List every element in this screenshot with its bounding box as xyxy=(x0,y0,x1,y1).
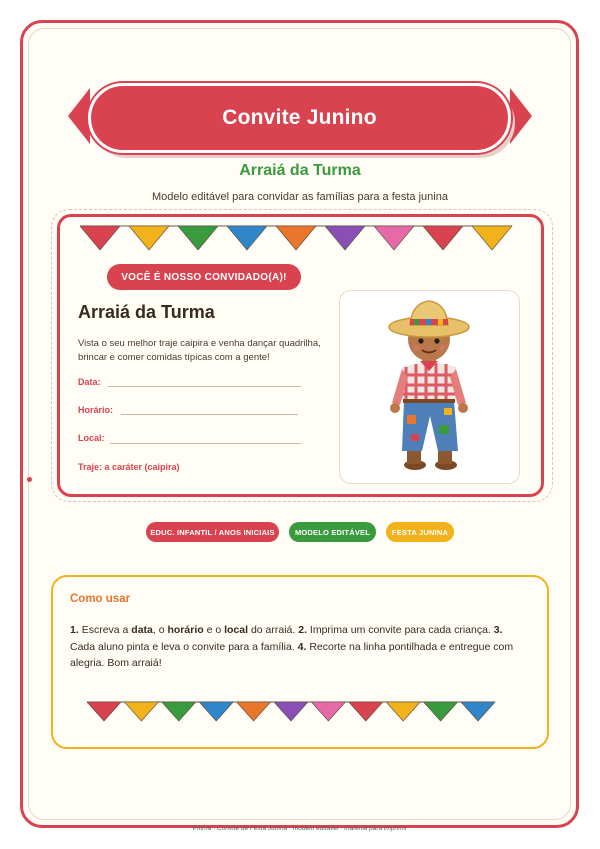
date-field[interactable] xyxy=(108,386,301,387)
page-description: Modelo editável para convidar as famílias para a festa junina xyxy=(152,191,448,203)
guest-badge: VOCÊ É NOSSO CONVIDADO(A)! xyxy=(107,264,301,290)
bunting-flag xyxy=(276,226,316,250)
bunting-flag xyxy=(124,702,158,721)
bunting-flag xyxy=(87,702,121,721)
ribbon-right-tail xyxy=(510,88,532,144)
bunting-flag xyxy=(325,226,365,250)
ribbon-left-tail xyxy=(68,88,90,144)
bunting-flag xyxy=(199,702,233,721)
tag-festa-junina: FESTA JUNINA xyxy=(386,522,454,542)
place-field[interactable] xyxy=(110,443,301,444)
bunting-flag xyxy=(349,702,383,721)
date-label: Data: xyxy=(78,377,101,387)
time-field[interactable] xyxy=(121,414,298,415)
page-footer: Pluma · Convite de Festa Junina · modelo editável · material para imprimir xyxy=(192,825,408,832)
card-heading: Arraiá da Turma xyxy=(78,302,215,322)
card-text: Vista o seu melhor traje caipira e venha dançar quadrilha, brincar e comer comidas típicas com a gente! xyxy=(78,338,321,363)
place-label: Local: xyxy=(78,433,105,443)
bunting-flag xyxy=(374,226,414,250)
step-2-text: Imprima um convite para cada criança. xyxy=(309,624,491,636)
how-to-text xyxy=(70,622,530,672)
time-label: Horário: xyxy=(78,405,114,415)
bunting-flag xyxy=(129,226,169,250)
bunting-flag xyxy=(424,702,458,721)
bunting-flag xyxy=(311,702,345,721)
step-1-text-a: Escreva a xyxy=(81,624,132,636)
step-1-keyword-date: data xyxy=(131,624,153,636)
step-1-keyword-time: horário xyxy=(167,624,204,636)
tag-grade-level: EDUC. INFANTIL / ANOS INICIAIS xyxy=(146,522,279,542)
bunting-flag xyxy=(237,702,271,721)
how-to-title: Como usar xyxy=(70,593,131,605)
tag-editable-model: MODELO EDITÁVEL xyxy=(289,522,376,542)
page-subtitle: Arraiá da Turma xyxy=(239,162,361,179)
title-ribbon xyxy=(88,83,511,153)
bunting-flags-top xyxy=(80,224,520,254)
page-title: Convite Junino xyxy=(222,106,377,129)
bunting-flag xyxy=(80,226,120,250)
bunting-flag xyxy=(162,702,196,721)
step-2-number: 2. xyxy=(298,624,307,636)
step-4-number: 4. xyxy=(297,640,307,653)
side-dot-marker xyxy=(27,477,32,482)
bunting-flag xyxy=(274,702,308,721)
bunting-flag xyxy=(227,226,267,250)
caipira-boy-illustration xyxy=(340,291,518,482)
step-1-text-b: , o xyxy=(152,624,168,636)
step-4-text: Recorte na linha pontilhada e entregue com alegria. Bom arraiá! xyxy=(70,640,514,669)
illustration-frame xyxy=(339,290,520,484)
bunting-flags-bottom xyxy=(87,700,515,724)
step-3-text: Cada aluno pinta e leva o convite para a família. xyxy=(70,640,295,653)
bunting-flag xyxy=(461,702,495,721)
step-1-number: 1. xyxy=(70,624,79,636)
bunting-flag xyxy=(423,226,463,250)
step-1-text-d: do arraiá. xyxy=(248,624,296,636)
bunting-flag xyxy=(472,226,512,250)
bunting-flag xyxy=(386,702,420,721)
step-1-text-c: e o xyxy=(203,624,225,636)
bunting-flag xyxy=(178,226,218,250)
step-3-number: 3. xyxy=(493,624,503,636)
attire-label: Traje: a caráter (caipira) xyxy=(78,462,180,472)
step-1-keyword-place: local xyxy=(224,624,249,636)
